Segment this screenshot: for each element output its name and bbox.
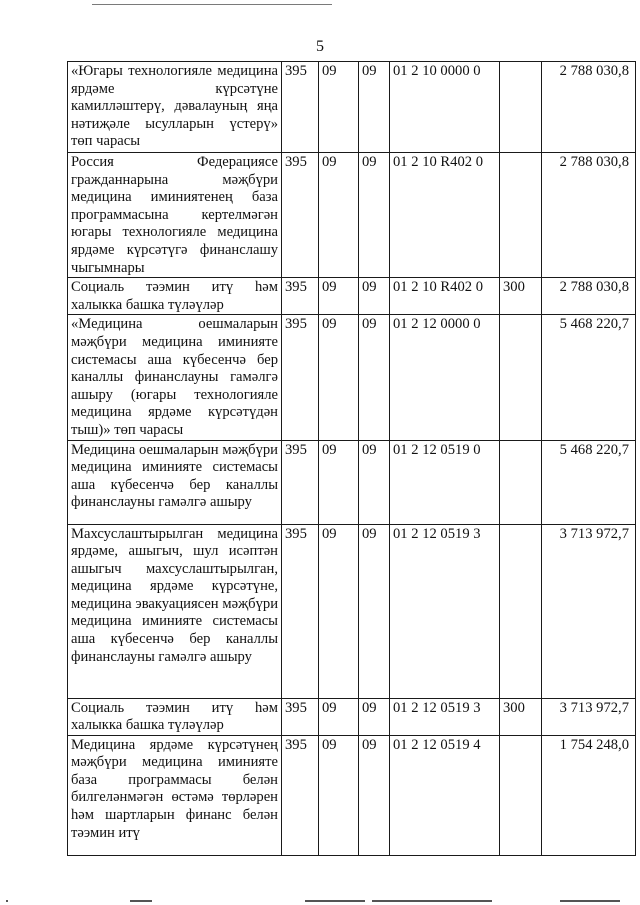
scan-mark <box>6 900 8 902</box>
row-description: Махсуслаштырылган медицина ярдәме, ашыгыч, шул исәптән ашыгыч махсуслаштырылган, медицина ярдәме күрсәтүне, медицина эвакуациясен мәҗбүри медицина иминияте системасы аша күбесенчә бер каналлы финанслауны гамәлгә ашыру <box>68 524 282 698</box>
row-subsection-code: 09 <box>359 62 390 153</box>
row-ministry-code: 395 <box>282 278 319 315</box>
row-amount: 2 788 030,8 <box>542 278 636 315</box>
row-description: «Югары технологияле медицина ярдәме күрсәтүне камилләштерү, дәвалауның яңа нәтиҗәле ысулларын үстерү» төп чарасы <box>68 62 282 153</box>
row-expense-type <box>500 153 542 278</box>
row-section-code: 09 <box>319 735 359 855</box>
row-ministry-code: 395 <box>282 153 319 278</box>
scan-top-rule <box>92 4 332 5</box>
table-row <box>68 698 636 735</box>
row-description: «Медицина оешмаларын мәҗбүри медицина иминияте системасы аша күбесенчә бер каналлы финанслауны гамәлгә ашыру (югары технологияле медицина ярдәме күрсәтүдән тыш)» төп чарасы <box>68 315 282 440</box>
table-row <box>68 440 636 524</box>
row-subsection-code: 09 <box>359 153 390 278</box>
row-amount: 1 754 248,0 <box>542 735 636 855</box>
row-expense-type <box>500 62 542 153</box>
row-subsection-code: 09 <box>359 524 390 698</box>
row-expense-type <box>500 315 542 440</box>
scan-bottom-marks <box>0 893 640 905</box>
budget-table <box>67 61 636 856</box>
row-target-code: 01 2 10 R402 0 <box>390 153 500 278</box>
row-description: Медицина оешмаларын мәҗбүри медицина иминияте системасы аша күбесенчә бер каналлы финанслауны гамәлгә ашыру <box>68 440 282 524</box>
row-ministry-code: 395 <box>282 315 319 440</box>
table-row <box>68 153 636 278</box>
table-row <box>68 735 636 855</box>
row-amount: 3 713 972,7 <box>542 524 636 698</box>
row-section-code: 09 <box>319 278 359 315</box>
scan-mark <box>305 900 365 902</box>
table-row <box>68 315 636 440</box>
row-subsection-code: 09 <box>359 278 390 315</box>
row-subsection-code: 09 <box>359 698 390 735</box>
row-ministry-code: 395 <box>282 698 319 735</box>
row-target-code: 01 2 12 0519 3 <box>390 698 500 735</box>
row-amount: 3 713 972,7 <box>542 698 636 735</box>
row-target-code: 01 2 12 0000 0 <box>390 315 500 440</box>
row-expense-type <box>500 735 542 855</box>
row-description: Медицина ярдәме күрсәтүнең мәҗбүри медицина иминияте база программасы белән билгеләнмәгән өстәмә төрләрен һәм шартларын финанс белән тәэмин итү <box>68 735 282 855</box>
row-description: Россия Федерациясе гражданнарына мәҗбүри медицина иминиятенең база программасына кертелмәгән югары технологияле медицина ярдәме күрсәтүгә финанслашу чыгымнары <box>68 153 282 278</box>
row-target-code: 01 2 12 0519 4 <box>390 735 500 855</box>
page-number: 5 <box>316 38 324 55</box>
table-body <box>68 62 636 856</box>
row-ministry-code: 395 <box>282 440 319 524</box>
row-expense-type <box>500 440 542 524</box>
scan-mark <box>560 900 620 902</box>
row-section-code: 09 <box>319 440 359 524</box>
scan-mark <box>372 900 492 902</box>
row-ministry-code: 395 <box>282 524 319 698</box>
row-expense-type: 300 <box>500 278 542 315</box>
row-expense-type <box>500 524 542 698</box>
row-subsection-code: 09 <box>359 315 390 440</box>
row-ministry-code: 395 <box>282 62 319 153</box>
row-section-code: 09 <box>319 153 359 278</box>
row-amount: 5 468 220,7 <box>542 315 636 440</box>
row-target-code: 01 2 12 0519 3 <box>390 524 500 698</box>
row-amount: 5 468 220,7 <box>542 440 636 524</box>
row-subsection-code: 09 <box>359 735 390 855</box>
row-description: Социаль тәэмин итү һәм халыкка башка түләүләр <box>68 698 282 735</box>
row-expense-type: 300 <box>500 698 542 735</box>
row-section-code: 09 <box>319 315 359 440</box>
row-amount: 2 788 030,8 <box>542 153 636 278</box>
row-target-code: 01 2 12 0519 0 <box>390 440 500 524</box>
scan-mark <box>130 900 152 902</box>
row-amount: 2 788 030,8 <box>542 62 636 153</box>
row-target-code: 01 2 10 R402 0 <box>390 278 500 315</box>
table-row <box>68 62 636 153</box>
row-description: Социаль тәэмин итү һәм халыкка башка түләүләр <box>68 278 282 315</box>
table-row <box>68 278 636 315</box>
table-row <box>68 524 636 698</box>
row-section-code: 09 <box>319 62 359 153</box>
row-section-code: 09 <box>319 524 359 698</box>
row-target-code: 01 2 10 0000 0 <box>390 62 500 153</box>
row-subsection-code: 09 <box>359 440 390 524</box>
row-section-code: 09 <box>319 698 359 735</box>
row-ministry-code: 395 <box>282 735 319 855</box>
